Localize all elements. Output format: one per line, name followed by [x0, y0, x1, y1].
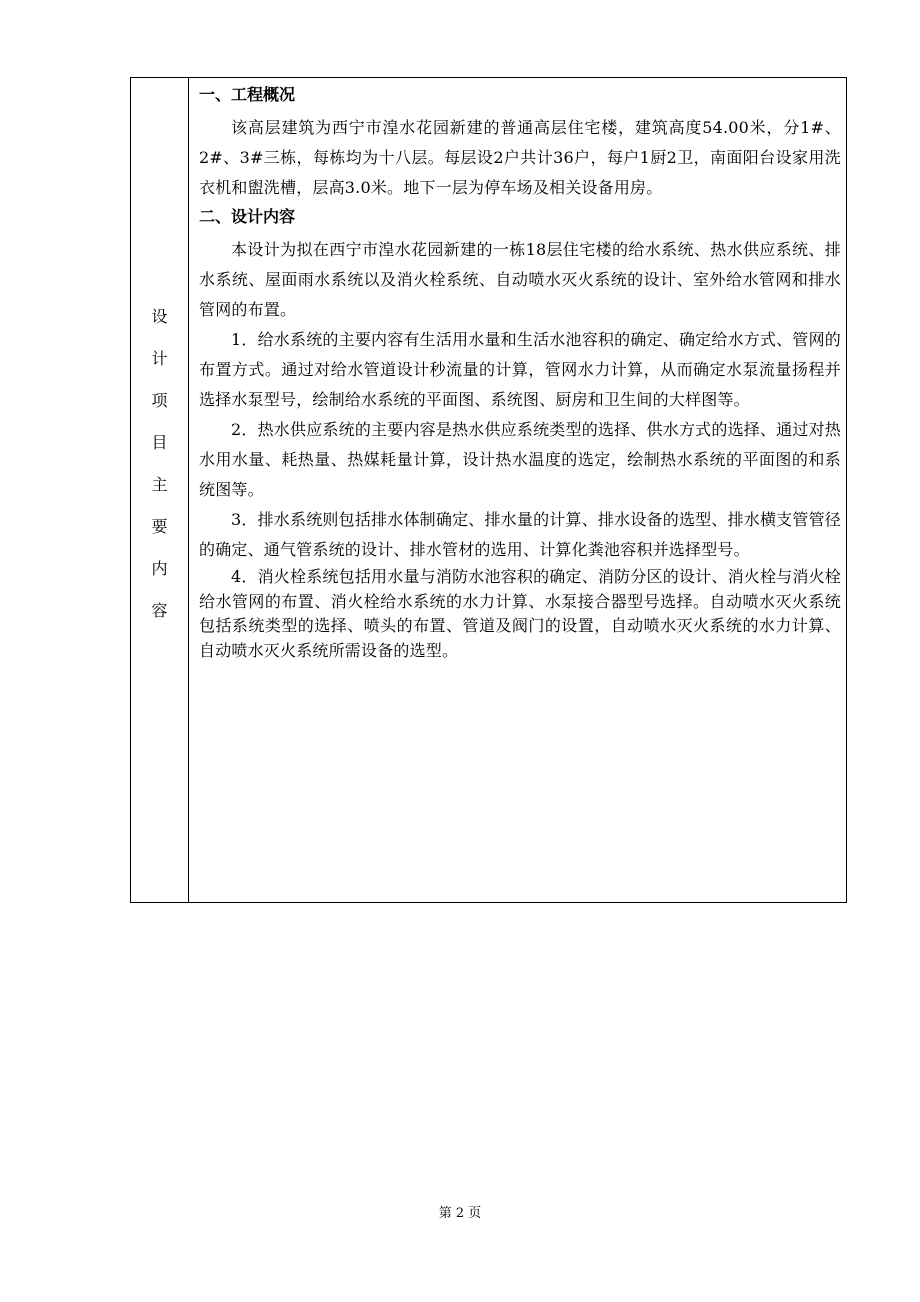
overview-paragraph: 该高层建筑为西宁市湟水花园新建的普通高层住宅楼，建筑高度54.00米，分1#、2#、3#三栋，每栋均为十八层。每层设2户共计36户，每户1厨2卫，南面阳台设家用洗衣机和盥洗槽，层高3.0米。地下一层为停车场及相关设备用房。: [199, 118, 841, 197]
page-number: 第 2 页: [438, 1206, 482, 1221]
content-cell: [199, 85, 841, 663]
section-heading-overview: 一、工程概况: [199, 85, 296, 104]
side-label-char: 主: [151, 475, 168, 494]
side-label-char: 内: [151, 559, 168, 578]
side-label-char: 容: [151, 601, 168, 620]
side-label-column: [131, 307, 188, 643]
design-item-drainage: 3．排水系统则包括排水体制确定、排水量的计算、排水设备的选型、排水横支管管径的确定、通气管系统的设计、排水管材的选用、计算化粪池容积并选择型号。: [199, 510, 841, 559]
side-label-char: 计: [151, 349, 168, 368]
side-label-char: 设: [151, 307, 168, 326]
side-label-char: 要: [151, 517, 168, 536]
side-label-char: 项: [151, 391, 168, 410]
design-item-hot-water: 2．热水供应系统的主要内容是热水供应系统类型的选择、供水方式的选择、通过对热水用水量、耗热量、热媒耗量计算，设计热水温度的选定，绘制热水系统的平面图的和系统图等。: [199, 420, 841, 499]
column-divider: [188, 78, 189, 902]
design-content-table: [130, 77, 847, 903]
design-item-fire-hydrant: 4．消火栓系统包括用水量与消防水池容积的确定、消防分区的设计、消火栓与消火栓给水管网的布置、消火栓给水系统的水力计算、水泵接合器型号选择。自动喷水灭火系统包括系统类型的选择、喷头的布置、管道及阀门的设置，自动喷水灭火系统的水力计算、自动喷水灭火系统所需设备的选型。: [199, 567, 841, 660]
design-item-water-supply: 1．给水系统的主要内容有生活用水量和生活水池容积的确定、确定给水方式、管网的布置方式。通过对给水管道设计秒流量的计算，管网水力计算，从而确定水泵流量扬程并选择水泵型号，绘制给水系统的平面图、系统图、厨房和卫生间的大样图等。: [199, 330, 841, 409]
side-label-char: 目: [151, 433, 168, 452]
section-heading-design: 二、设计内容: [199, 207, 296, 226]
design-intro-paragraph: 本设计为拟在西宁市湟水花园新建的一栋18层住宅楼的给水系统、热水供应系统、排水系统、屋面雨水系统以及消火栓系统、自动喷水灭火系统的设计、室外给水管网和排水管网的布置。: [199, 240, 841, 319]
